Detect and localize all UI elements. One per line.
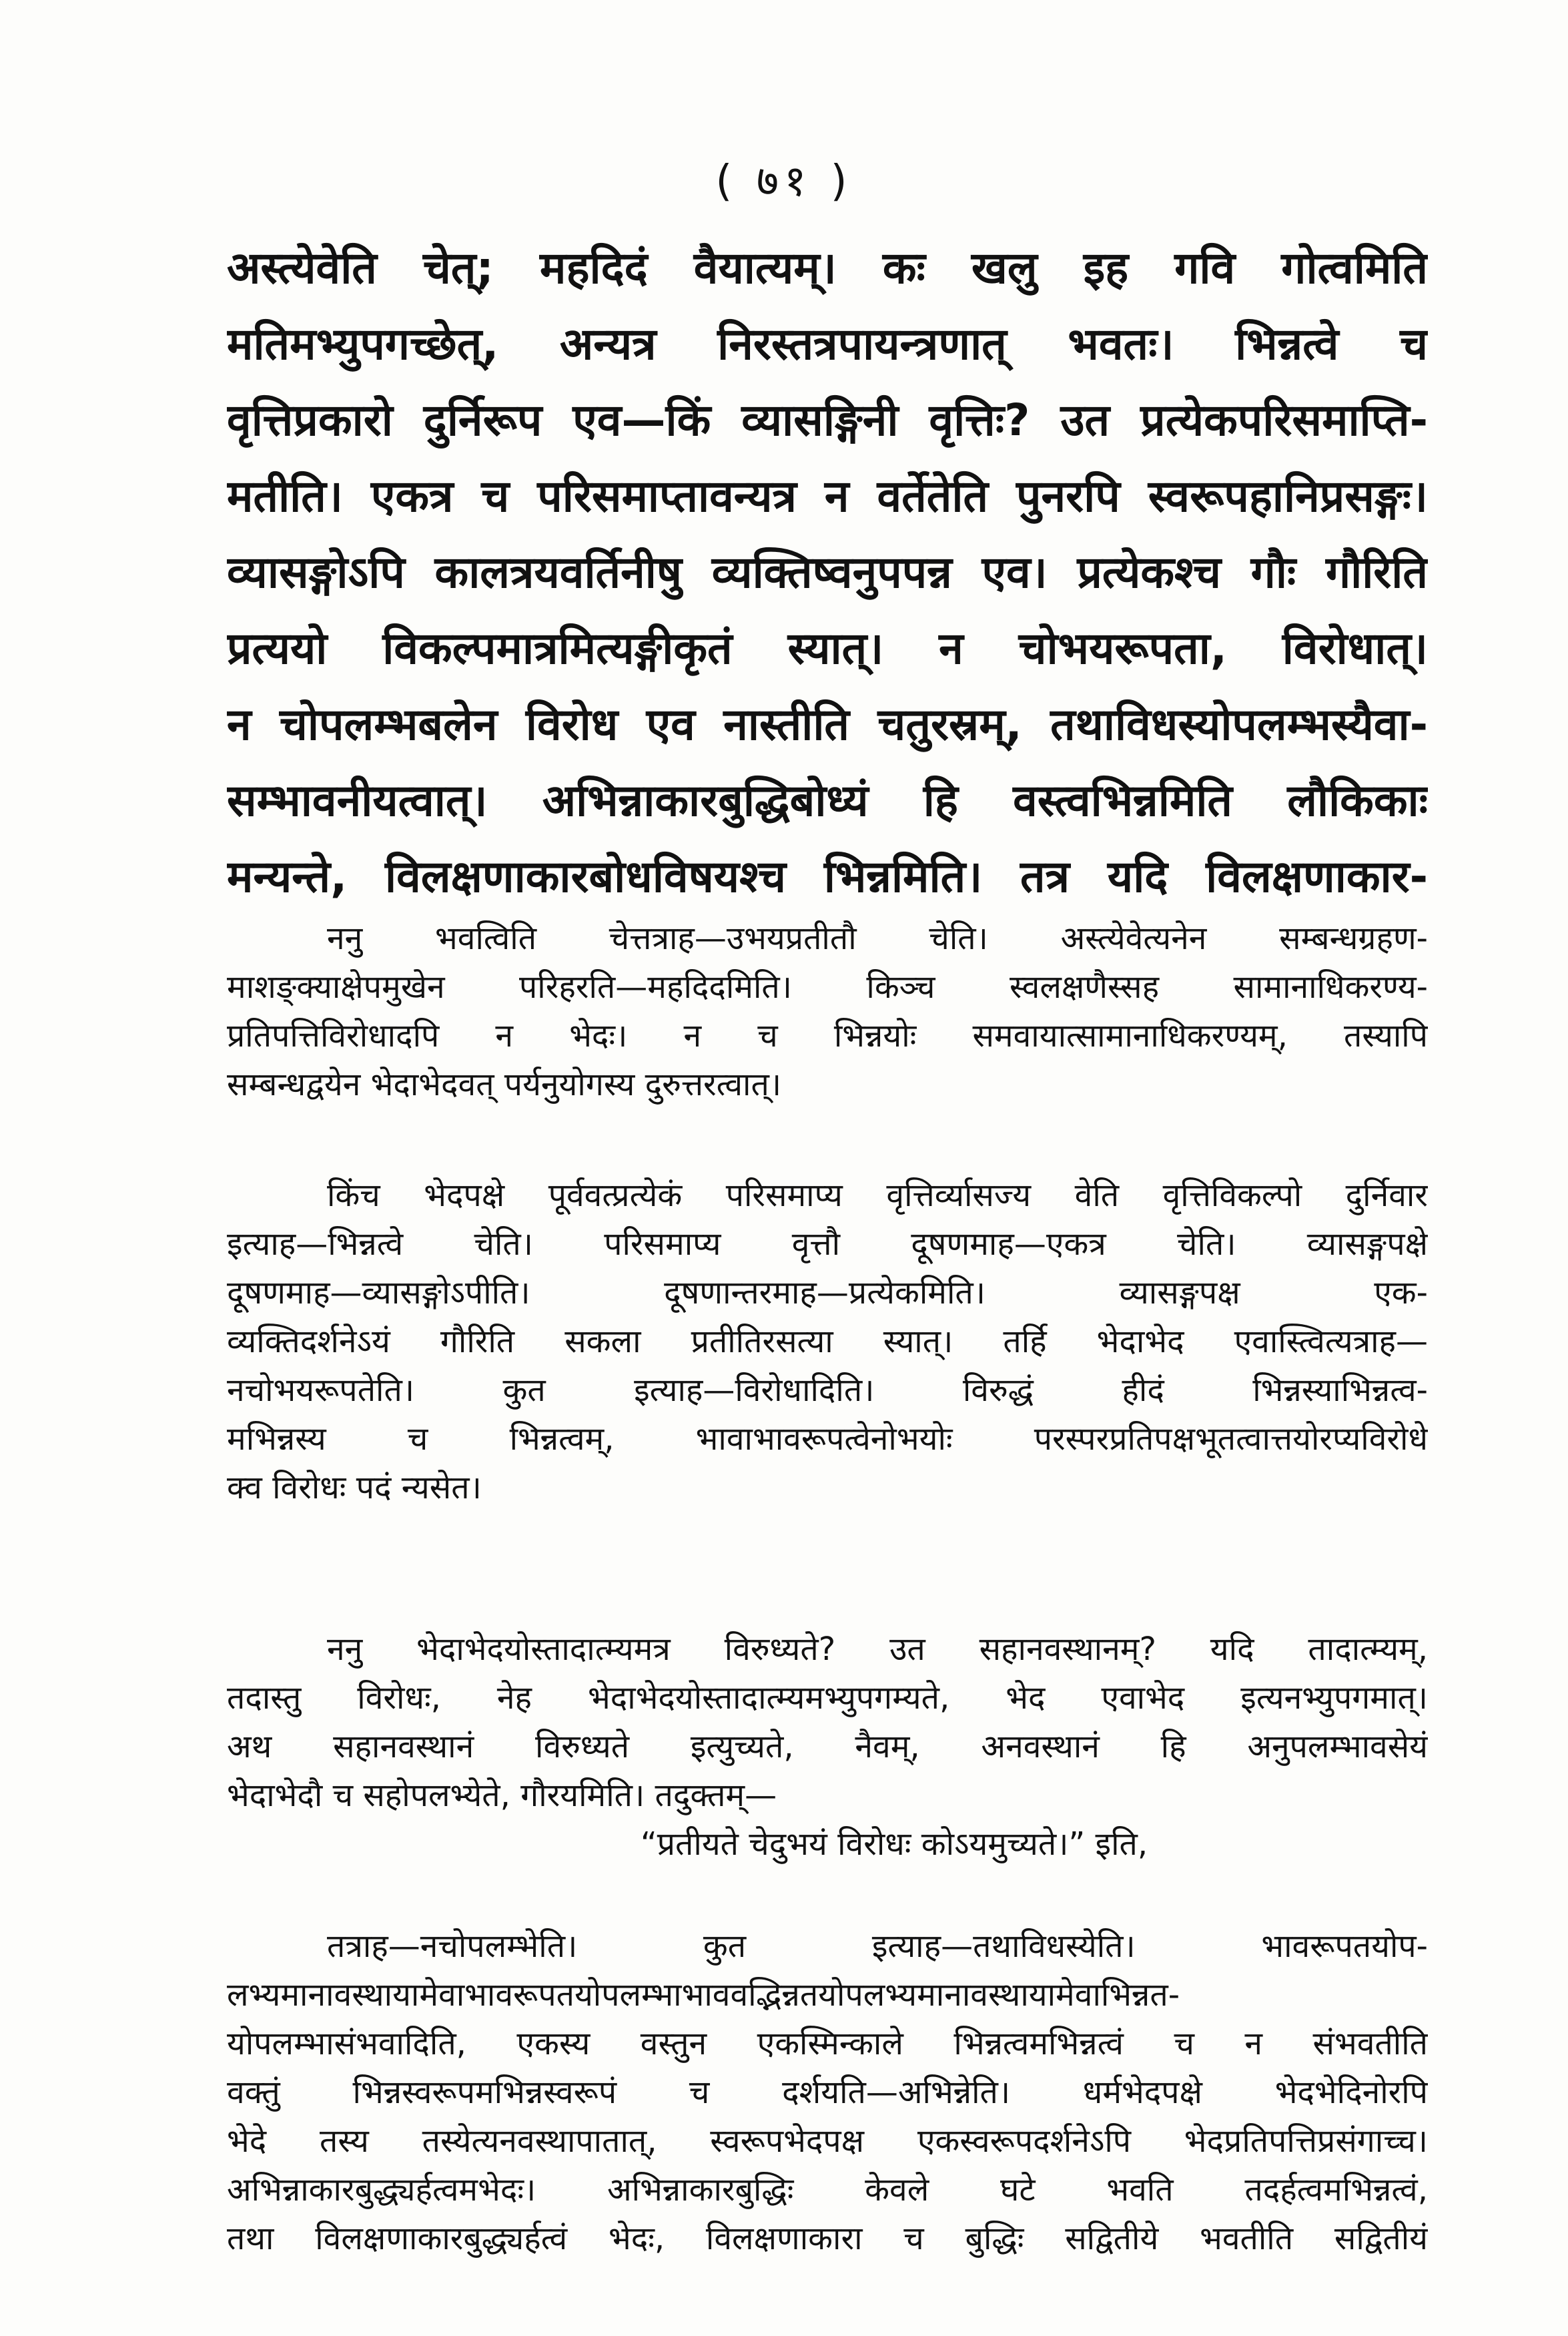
commentary-line: तदास्तु विरोधः, नेह भेदाभेदयोस्तादात्म्यमभ्युपगम्यते, भेद एवाभेद इत्यनभ्युपगमात्। [227, 1679, 1428, 1717]
commentary-line: सम्बन्धद्वयेन भेदाभेदवत् पर्यनुयोगस्य दुरुत्तरत्वात्। [227, 1066, 782, 1103]
commentary-line: भेदे तस्य तस्येत्यनवस्थापातात्, स्वरूपभेदपक्ष एकस्वरूपदर्शनेऽपि भेदप्रतिपत्तिप्रसंगाच्च। [227, 2122, 1428, 2160]
commentary-line: अथ सहानवस्थानं विरुध्यते इत्युच्यते, नैवम्, अनवस्थानं हि अनुपलम्भावसेयं [227, 1728, 1428, 1765]
main-text-line: प्रत्ययो विकल्पमात्रमित्यङ्गीकृतं स्यात्। न चोभयरूपता, विरोधात्। [227, 623, 1428, 674]
main-text-line: मतिमभ्युपगच्छेत्, अन्यत्र निरस्तत्रपायन्त्रणात् भवतः। भिन्नत्वे च [227, 318, 1428, 370]
commentary-line: अभिन्नाकारबुद्ध्यर्हत्वमभेदः। अभिन्नाकारबुद्धिः केवले घटे भवति तदर्हत्वमभिन्नत्वं, [227, 2171, 1428, 2209]
commentary-line: वक्तुं भिन्नस्वरूपमभिन्नस्वरूपं च दर्शयति—अभिन्नेति। धर्मभेदपक्षे भेदभेदिनोरपि [227, 2074, 1428, 2111]
main-text-line: मतीति। एकत्र च परिसमाप्तावन्यत्र न वर्तेतेति पुनरपि स्वरूपहानिप्रसङ्गः। [227, 471, 1428, 522]
commentary-paragraph-3 [227, 1625, 1428, 1869]
main-text-line: व्यासङ्गोऽपि कालत्रयवर्तिनीषु व्यक्तिष्वनुपपन्न एव। प्रत्येकश्च गौः गौरिति [227, 547, 1428, 598]
main-text-line: मन्यन्ते, विलक्षणाकारबोधविषयश्च भिन्नमिति। तत्र यदि विलक्षणाकार- [227, 851, 1428, 902]
commentary-paragraph-4 [227, 1922, 1428, 2263]
commentary-line: दूषणमाह—व्यासङ्गोऽपीति। दूषणान्तरमाह—प्रत्येकमिति। व्यासङ्गपक्ष एक- [227, 1274, 1428, 1311]
main-text-line: वृत्तिप्रकारो दुर्निरूप एव—किं व्यासङ्गिनी वृत्तिः? उत प्रत्येकपरिसमाप्ति- [227, 394, 1428, 446]
commentary-line: तत्राह—नचोपलम्भेति। कुत इत्याह—तथाविधस्येति। भावरूपतयोप- [327, 1928, 1428, 1965]
main-text-line: सम्भावनीयत्वात्। अभिन्नाकारबुद्धिबोध्यं हि वस्त्वभिन्नमिति लौकिकाः [227, 775, 1428, 826]
commentary-line: व्यक्तिदर्शनेऽयं गौरिति सकला प्रतीतिरसत्या स्यात्। तर्हि भेदाभेद एवास्त्वित्यत्राह— [227, 1323, 1428, 1360]
commentary-line: योपलम्भासंभवादिति, एकस्य वस्तुन एकस्मिन्काले भिन्नत्वमभिन्नत्वं च न संभवतीति [227, 2025, 1428, 2062]
commentary-line: लभ्यमानावस्थायामेवाभावरूपतयोपलम्भाभाववद्भिन्नतयोपलभ्यमानावस्थायामेवाभिन्नत- [227, 1976, 1180, 2014]
commentary-line: ननु भवत्विति चेत्तत्राह—उभयप्रतीतौ चेति। अस्त्येवेत्यनेन सम्बन्धग्रहण- [327, 920, 1428, 957]
page-number: ( ७१ ) [715, 157, 853, 206]
commentary-line: क्व विरोधः पदं न्यसेत। [227, 1469, 482, 1506]
main-text-block [227, 230, 1428, 915]
commentary-line: प्रतिपत्तिविरोधादपि न भेदः। न च भिन्नयोः समवायात्सामानाधिकरण्यम्, तस्यापि [227, 1017, 1428, 1055]
commentary-line: भेदाभेदौ च सहोपलभ्येते, गौरयमिति। तदुक्तम्— [227, 1777, 777, 1814]
commentary-paragraph-1 [227, 914, 1428, 1109]
main-text-line: अस्त्येवेति चेत्; महदिदं वैयात्यम्। कः खलु इह गवि गोत्वमिति [227, 242, 1428, 294]
main-text-line: न चोपलम्भबलेन विरोध एव नास्तीति चतुरस्रम्, तथाविधस्योपलम्भस्यैवा- [227, 699, 1428, 750]
commentary-line: माशङ्क्याक्षेपमुखेन परिहरति—महदिदमिति। किञ्च स्वलक्षणैस्सह सामानाधिकरण्य- [227, 968, 1428, 1006]
commentary-line: तथा विलक्षणाकारबुद्ध्यर्हत्वं भेदः, विलक्षणाकारा च बुद्धिः सद्वितीये भवतीति सद्वितीयं [227, 2220, 1428, 2257]
commentary-line: मभिन्नस्य च भिन्नत्वम्, भावाभावरूपत्वेनोभयोः परस्परप्रतिपक्षभूतत्वात्तयोरप्यविरोधे [227, 1420, 1428, 1458]
quoted-verse: “प्रतीयते चेदुभयं विरोधः कोऽयमुच्यते।” इति, [640, 1825, 1148, 1863]
commentary-line: ननु भेदाभेदयोस्तादात्म्यमत्र विरुध्यते? उत सहानवस्थानम्? यदि तादात्म्यम्, [327, 1631, 1428, 1668]
commentary-paragraph-2 [227, 1171, 1428, 1512]
commentary-line: किंच भेदपक्षे पूर्ववत्प्रत्येकं परिसमाप्य वृत्तिर्व्यासज्य वेति वृत्तिविकल्पो दुर्निवार [327, 1177, 1428, 1214]
commentary-line: नचोभयरूपतेति। कुत इत्याह—विरोधादिति। विरुद्धं हीदं भिन्नस्याभिन्नत्व- [227, 1372, 1428, 1409]
commentary-line: इत्याह—भिन्नत्वे चेति। परिसमाप्य वृत्तौ दूषणमाह—एकत्र चेति। व्यासङ्गपक्षे [227, 1225, 1428, 1263]
